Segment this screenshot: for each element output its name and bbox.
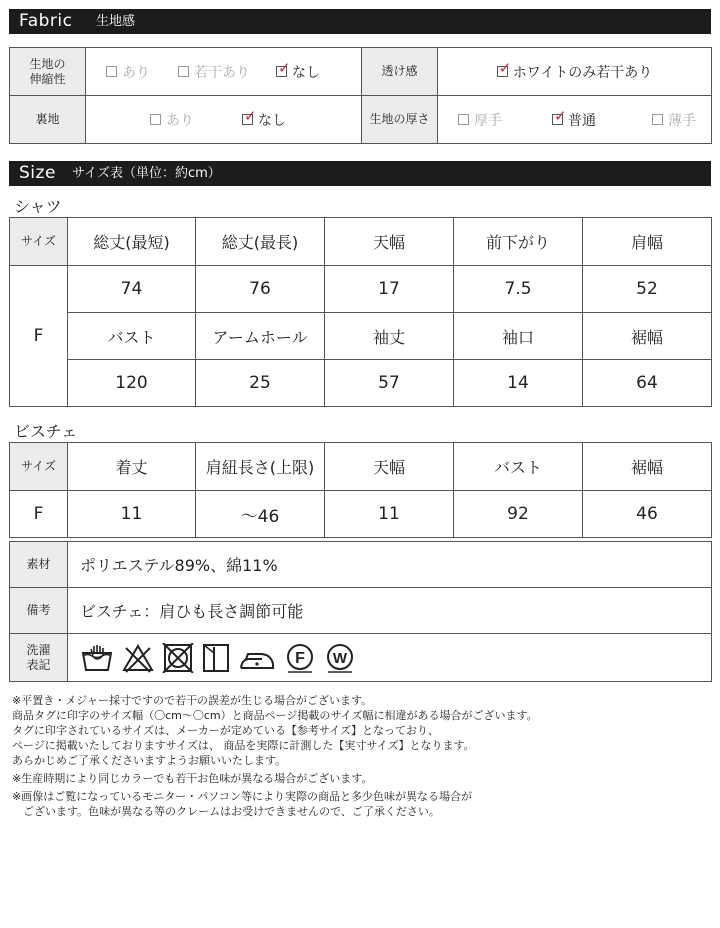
- lining-label: 裏地: [10, 96, 86, 144]
- shirt-value-length-max: 76: [196, 266, 325, 313]
- shirt-value-neck-width: 17: [325, 266, 454, 313]
- no-tumble-dry-icon: [162, 643, 194, 673]
- bustier-header-hem: 裾幅: [583, 443, 712, 491]
- fabric-table: [9, 47, 712, 144]
- sheerness-label: 透け感: [362, 48, 438, 96]
- note-line: ございます。色味が異なる等のクレームはお受けできませんので、ご了承ください。: [12, 805, 440, 818]
- note-line: ※画像はご覧になっているモニター・パソコン等により実際の商品と多少色味が異なる場合が: [12, 790, 472, 803]
- shirt-header-neck-width: 天幅: [325, 218, 454, 266]
- stretch-options: [86, 48, 362, 96]
- shirt-header-sleeve-length: 袖丈: [325, 313, 454, 360]
- shirt-header-length-max: 総丈(最長): [196, 218, 325, 266]
- svg-text:W: W: [332, 649, 348, 667]
- checkbox-icon: [458, 114, 469, 125]
- checkbox-checked-icon: ✓: [278, 59, 291, 77]
- checkbox-checked-icon: ✓: [244, 107, 257, 125]
- shirt-size-table: [9, 217, 712, 407]
- thickness-option-thin[interactable]: 薄手: [652, 110, 696, 130]
- iron-low-icon: [238, 643, 276, 673]
- checkbox-icon: [150, 114, 161, 125]
- shirt-header-armhole: アームホール: [196, 313, 325, 360]
- line-dry-icon: [202, 643, 230, 673]
- sheerness-option-white-only[interactable]: ✓ ホワイトのみ若干あり: [498, 59, 653, 81]
- shirt-value-bust: 120: [68, 360, 196, 407]
- checkbox-icon: [106, 66, 117, 77]
- fabric-header-bar: [9, 9, 711, 34]
- size-title: Size: [19, 163, 56, 183]
- bustier-value-neck-width: 11: [325, 491, 454, 538]
- lining-options: [86, 96, 362, 144]
- dry-clean-f-icon: [284, 643, 316, 673]
- shirt-header-cuff: 袖口: [454, 313, 583, 360]
- bustier-header-bust: バスト: [454, 443, 583, 491]
- thickness-option-thick[interactable]: 厚手: [458, 110, 502, 130]
- shirt-header-hem: 裾幅: [583, 313, 712, 360]
- bustier-title: ビスチェ: [14, 422, 78, 441]
- note-line: ※平置き・メジャー採寸ですので若干の誤差が生じる場合がございます。: [12, 694, 373, 707]
- bustier-value-hem: 46: [583, 491, 712, 538]
- care-icons-cell: [68, 634, 712, 682]
- shirt-value-hem: 64: [583, 360, 712, 407]
- checkbox-icon: [652, 114, 663, 125]
- shirt-size-value: F: [10, 266, 68, 407]
- note-line: あらかじめご了承くださいますようお願いいたします。: [12, 754, 287, 767]
- fabric-title: Fabric: [19, 11, 73, 31]
- bustier-value-strap-length: 〜46: [196, 491, 325, 538]
- shirt-value-front-drop: 7.5: [454, 266, 583, 313]
- size-subtitle: サイズ表（単位：約cm）: [72, 166, 221, 181]
- lining-option-yes[interactable]: あり: [150, 110, 194, 130]
- stretch-option-none[interactable]: ✓ なし: [278, 59, 320, 81]
- bustier-header-strap-length: 肩紐長さ(上限): [196, 443, 325, 491]
- shirt-value-sleeve-length: 57: [325, 360, 454, 407]
- shirt-header-length-min: 総丈(最短): [68, 218, 196, 266]
- bustier-header-neck-width: 天幅: [325, 443, 454, 491]
- notes-block: [12, 693, 712, 819]
- material-label: 素材: [10, 542, 68, 588]
- note-line: 商品タグに印字のサイズ幅（〇cm〜〇cm）と商品ページ掲載のサイズ幅に相違がある場合がございます。: [12, 709, 538, 722]
- stretch-option-yes[interactable]: あり: [106, 62, 150, 82]
- remarks-label: 備考: [10, 588, 68, 634]
- size-label: サイズ: [10, 443, 68, 491]
- stretch-option-slight[interactable]: 若干あり: [178, 62, 250, 82]
- thickness-options: [438, 96, 712, 144]
- note-line: ※生産時期により同じカラーでも若干お色味が異なる場合がございます。: [12, 772, 373, 785]
- checkbox-icon: [178, 66, 189, 77]
- svg-text:F: F: [295, 649, 305, 667]
- lining-option-none[interactable]: ✓ なし: [244, 107, 286, 129]
- checkbox-checked-icon: ✓: [498, 59, 512, 77]
- bustier-size-table: [9, 442, 712, 538]
- checkbox-checked-icon: ✓: [554, 107, 567, 125]
- shirt-header-shoulder: 肩幅: [583, 218, 712, 266]
- shirt-value-cuff: 14: [454, 360, 583, 407]
- bustier-size-value: F: [10, 491, 68, 538]
- material-value: ポリエステル89%、綿11%: [68, 542, 712, 588]
- shirt-header-bust: バスト: [68, 313, 196, 360]
- wet-clean-w-icon: [324, 643, 356, 673]
- care-label: 洗濯 表記: [10, 634, 68, 682]
- thickness-option-normal[interactable]: ✓ 普通: [554, 107, 596, 129]
- size-header-bar: [9, 161, 711, 186]
- size-label: サイズ: [10, 218, 68, 266]
- remarks-value: ビスチェ：肩ひも長さ調節可能: [68, 588, 712, 634]
- no-bleach-icon: [122, 643, 154, 673]
- hand-wash-tub-icon: [80, 643, 114, 673]
- shirt-value-shoulder: 52: [583, 266, 712, 313]
- bustier-header-length: 着丈: [68, 443, 196, 491]
- note-line: ページに掲載いたしておりますサイズは、 商品を実際に計測した【実寸サイズ】となります。: [12, 739, 475, 752]
- sheerness-options: [438, 48, 712, 96]
- bustier-value-length: 11: [68, 491, 196, 538]
- shirt-value-length-min: 74: [68, 266, 196, 313]
- materials-table: [9, 541, 712, 682]
- shirt-value-armhole: 25: [196, 360, 325, 407]
- stretch-label: 生地の 伸縮性: [10, 48, 86, 96]
- thickness-label: 生地の厚さ: [362, 96, 438, 144]
- fabric-subtitle: 生地感: [96, 14, 136, 29]
- shirt-title: シャツ: [14, 197, 62, 216]
- note-line: タグに印字されているサイズは、メーカーが定めている【参考サイズ】となっており、: [12, 724, 440, 737]
- shirt-header-front-drop: 前下がり: [454, 218, 583, 266]
- bustier-value-bust: 92: [454, 491, 583, 538]
